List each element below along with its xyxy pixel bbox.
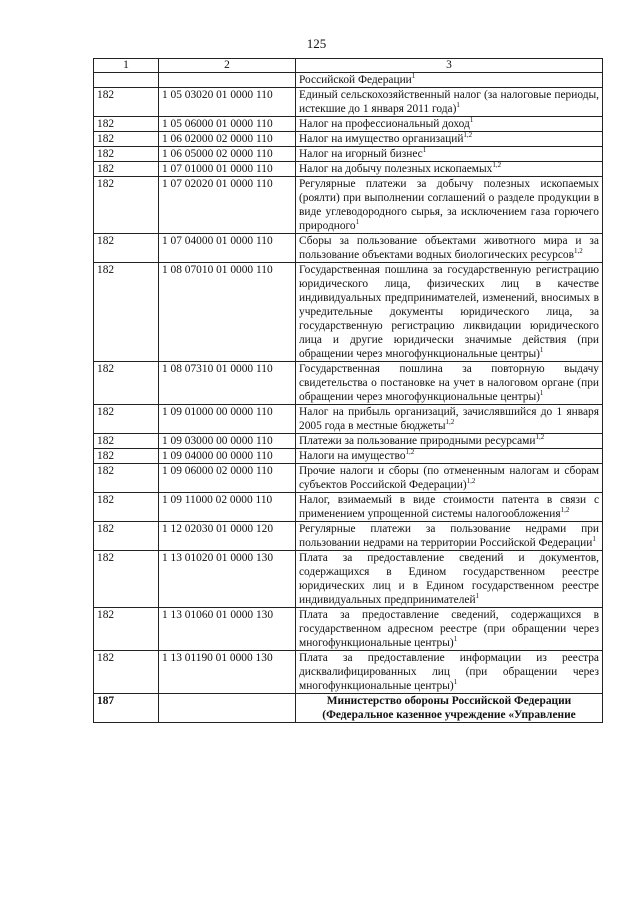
table-row xyxy=(94,449,603,464)
cell-code: 182 xyxy=(94,651,159,694)
row-name-text: Налог на игорный бизнес xyxy=(299,148,423,160)
table-row xyxy=(94,362,603,405)
header-col-2: 2 xyxy=(159,59,296,73)
row-name-text: Налог на профессиональный доход xyxy=(299,118,470,130)
footnote-ref: 1 xyxy=(469,116,474,124)
footnote-ref: 1 xyxy=(453,678,458,686)
row-name-text: Государственная пошлина за государственную регистрацию юридического лица, физических лиц в качестве индивидуальных предпринимателей, изменений, вносимых в учредительные документы юридического лица, за государственную регистрацию ликвидации юридического лица и другие юридически значимые действия (при обращении через многофункциональные центры) xyxy=(299,264,599,360)
row-name-text: Сборы за пользование объектами животного мира и за пользование объектами водных биологических ресурсов xyxy=(299,235,599,261)
row-name-text: Налог на имущество организаций xyxy=(299,133,464,145)
continuation-row xyxy=(94,73,603,88)
table-row xyxy=(94,493,603,522)
row-name-text: Регулярные платежи за пользование недрами при пользовании недрами на территории Российской Федерации xyxy=(299,523,599,549)
cell-kbk: 1 05 06000 01 0000 110 xyxy=(159,117,296,132)
cell-kbk: 1 07 02020 01 0000 110 xyxy=(159,177,296,234)
table-row xyxy=(94,263,603,362)
revenue-codes-table xyxy=(93,58,603,723)
footnote-ref: 1,2 xyxy=(560,506,570,514)
cell-kbk: 1 08 07310 01 0000 110 xyxy=(159,362,296,405)
cell-kbk: 1 07 04000 01 0000 110 xyxy=(159,234,296,263)
cell-code: 182 xyxy=(94,449,159,464)
cell-kbk: 1 05 03020 01 0000 110 xyxy=(159,88,296,117)
page-number: 125 xyxy=(306,36,327,51)
cell-name xyxy=(296,651,603,694)
row-name-text: Налоги на имущество xyxy=(299,450,406,462)
cell-name xyxy=(296,362,603,405)
cell-kbk: 1 07 01000 01 0000 110 xyxy=(159,162,296,177)
table-body xyxy=(94,59,603,723)
cell-name xyxy=(296,162,603,177)
cell-code: 182 xyxy=(94,234,159,263)
cell-name xyxy=(296,464,603,493)
cell-code: 182 xyxy=(94,405,159,434)
cell-name xyxy=(296,522,603,551)
table-row xyxy=(94,234,603,263)
cell-kbk: 1 08 07010 01 0000 110 xyxy=(159,263,296,362)
row-name-text: Плата за предоставление сведений и документов, содержащихся в Едином государственном реестре юридических лиц и в Едином государственном реестре индивидуальных предпринимателей xyxy=(299,552,599,606)
cell-name xyxy=(296,234,603,263)
row-name-text: Регулярные платежи за добычу полезных ископаемых (роялти) при выполнении соглашений о разделе продукции в виде углеводородного сырья, за исключением газа горючего природного xyxy=(299,178,599,232)
footnote-ref: 1 xyxy=(422,146,427,154)
cell-code: 182 xyxy=(94,117,159,132)
cell-kbk: 1 09 01000 00 0000 110 xyxy=(159,405,296,434)
cell-kbk: 1 13 01060 01 0000 130 xyxy=(159,608,296,651)
row-name-text: Платежи за пользование природными ресурсами xyxy=(299,435,536,447)
cell-code: 182 xyxy=(94,464,159,493)
footnote-ref: 1,2 xyxy=(445,418,455,426)
cell-name xyxy=(296,608,603,651)
cell-code: 182 xyxy=(94,162,159,177)
cell-name xyxy=(296,449,603,464)
footnote-ref: 1 xyxy=(475,592,480,600)
cell-name xyxy=(296,177,603,234)
cell-code xyxy=(94,73,159,88)
row-name-text: Налог на прибыль организаций, зачислявшийся до 1 января 2005 года в местные бюджеты xyxy=(299,406,599,432)
footnote-ref: 1 xyxy=(456,101,460,109)
footnote-ref: 1 xyxy=(355,218,360,226)
table-row xyxy=(94,132,603,147)
table-row xyxy=(94,162,603,177)
row-name-text: Государственная пошлина за повторную выдачу свидетельства о постановке на учет в налоговом органе (при обращении через многофункциональные центры) xyxy=(299,363,599,403)
table-row xyxy=(94,147,603,162)
header-col-1: 1 xyxy=(94,59,159,73)
row-name-text: Единый сельскохозяйственный налог (за налоговые периоды, истекшие до 1 января 2011 года) xyxy=(299,89,599,115)
ministry-row xyxy=(94,694,603,723)
cell-code: 182 xyxy=(94,551,159,608)
table-row xyxy=(94,651,603,694)
cell-kbk: 1 13 01020 01 0000 130 xyxy=(159,551,296,608)
row-name-text: Налог на добычу полезных ископаемых xyxy=(299,163,493,175)
table-header-row xyxy=(94,59,603,73)
header-col-3: 3 xyxy=(296,59,603,73)
cell-code: 182 xyxy=(94,147,159,162)
table-row xyxy=(94,117,603,132)
cell-kbk: 1 06 05000 02 0000 110 xyxy=(159,147,296,162)
cell-kbk: 1 09 04000 00 0000 110 xyxy=(159,449,296,464)
row-name-text: Прочие налоги и сборы (по отмененным налогам и сборам субъектов Российской Федерации) xyxy=(299,465,599,491)
cell-kbk: 1 09 11000 02 0000 110 xyxy=(159,493,296,522)
table-row xyxy=(94,405,603,434)
cell-name xyxy=(296,132,603,147)
footnote-ref: 1 xyxy=(411,72,416,80)
cell-code: 182 xyxy=(94,434,159,449)
table-row xyxy=(94,464,603,493)
cell-code: 182 xyxy=(94,132,159,147)
table-row xyxy=(94,608,603,651)
footnote-ref: 1,2 xyxy=(492,161,502,169)
cell-code: 182 xyxy=(94,177,159,234)
footnote-ref: 1,2 xyxy=(463,131,473,139)
footnote-ref: 1 xyxy=(592,535,596,543)
cell-code: 187 xyxy=(94,694,159,723)
cell-code: 182 xyxy=(94,88,159,117)
cell-code: 182 xyxy=(94,522,159,551)
row-name-text: Плата за предоставление информации из реестра дисквалифицированных лиц (при обращении через многофункциональные центры) xyxy=(299,652,599,692)
table-row xyxy=(94,522,603,551)
cell-name xyxy=(296,405,603,434)
cell-code: 182 xyxy=(94,263,159,362)
cell-kbk: 1 06 02000 02 0000 110 xyxy=(159,132,296,147)
continuation-text: Российской Федерации xyxy=(299,74,412,86)
footnote-ref: 1,2 xyxy=(573,247,583,255)
cell-kbk xyxy=(159,694,296,723)
cell-name xyxy=(296,434,603,449)
table-row xyxy=(94,177,603,234)
footnote-ref: 1,2 xyxy=(466,477,476,485)
cell-kbk xyxy=(159,73,296,88)
cell-code: 182 xyxy=(94,493,159,522)
footnote-ref: 1 xyxy=(539,346,544,354)
row-name-text: Плата за предоставление сведений, содержащихся в государственном адресном реестре (при обращении через многофункциональные центры) xyxy=(299,609,599,649)
footnote-ref: 1 xyxy=(539,389,544,397)
table-row xyxy=(94,434,603,449)
cell-kbk: 1 13 01190 01 0000 130 xyxy=(159,651,296,694)
cell-name xyxy=(296,493,603,522)
cell-name xyxy=(296,88,603,117)
cell-kbk: 1 09 03000 00 0000 110 xyxy=(159,434,296,449)
cell-name xyxy=(296,551,603,608)
cell-code: 182 xyxy=(94,362,159,405)
cell-kbk: 1 12 02030 01 0000 120 xyxy=(159,522,296,551)
cell-name xyxy=(296,117,603,132)
cell-name xyxy=(296,147,603,162)
cell-name: Министерство обороны Российской Федерации (Федеральное казенное учреждение «Управление xyxy=(296,694,603,723)
cell-code: 182 xyxy=(94,608,159,651)
cell-kbk: 1 09 06000 02 0000 110 xyxy=(159,464,296,493)
footnote-ref: 1,2 xyxy=(405,448,415,456)
table-row xyxy=(94,551,603,608)
footnote-ref: 1 xyxy=(453,635,458,643)
footnote-ref: 1,2 xyxy=(535,433,545,441)
cell-name xyxy=(296,263,603,362)
row-name-text: Налог, взимаемый в виде стоимости патента в связи с применением упрощенной системы налогообложения xyxy=(299,494,599,520)
cell-name xyxy=(296,73,603,88)
table-row xyxy=(94,88,603,117)
